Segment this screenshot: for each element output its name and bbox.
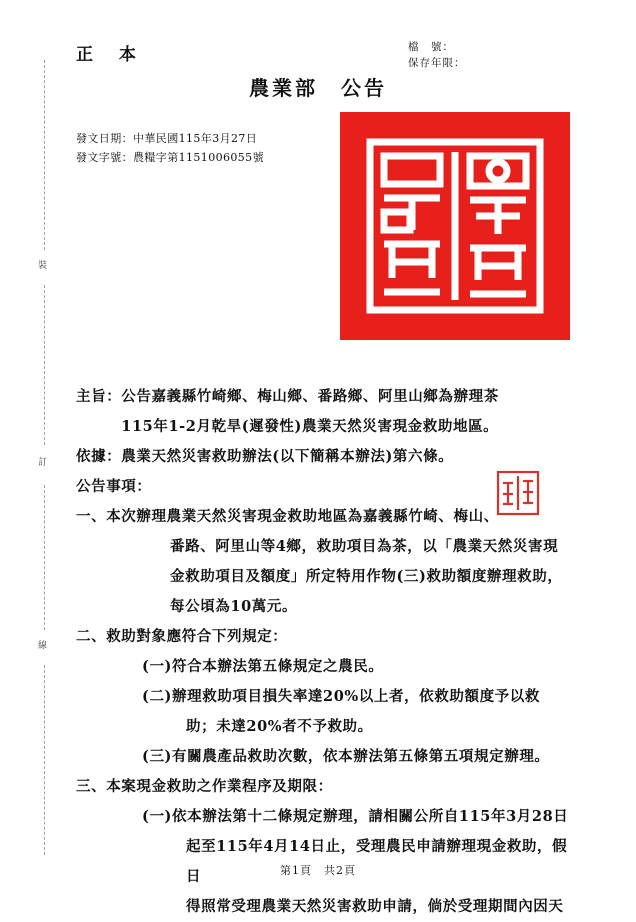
document-header <box>0 20 636 69</box>
document-body <box>76 382 576 922</box>
fold-mark-line <box>44 665 45 855</box>
archive-number-label: 檔 號： <box>408 41 454 53</box>
side-stamp-icon <box>496 470 540 516</box>
body-line: 每公頃為10萬元。 <box>170 598 298 615</box>
document-copy-type: 正 本 <box>76 45 146 65</box>
official-seal-icon <box>366 138 544 314</box>
body-line: (一)依本辦法第十二條規定辦理，請相關公所自115年3月28日 <box>142 808 569 825</box>
body-line: 助；未達20%者不予救助。 <box>186 718 373 735</box>
fold-mark-line <box>44 285 45 445</box>
body-line: 115年1-2月乾旱(遲發性)農業天然災害現金救助地區。 <box>76 418 499 435</box>
page-title: 農業部 公告 <box>249 76 387 100</box>
issue-meta <box>76 129 264 167</box>
body-line: 主旨：公告嘉義縣竹崎鄉、梅山鄉、番路鄉、阿里山鄉為辦理茶 <box>76 388 499 405</box>
fold-mark-label: 線 <box>38 641 49 651</box>
body-line: (一)符合本辦法第五條規定之農民。 <box>142 658 384 675</box>
body-line: 起至115年4月14日止，受理農民申請辦理現金救助，假日 <box>186 838 568 885</box>
issue-number: 發文字號：農糧字第1151006055號 <box>76 151 264 164</box>
body-line: 一、本次辦理農業天然災害現金救助地區為嘉義縣竹崎、梅山、 <box>76 508 499 525</box>
body-line: (三)有關農產品救助次數，依本辦法第五條第五項規定辦理。 <box>142 748 550 765</box>
body-line: 公告事項： <box>76 478 152 495</box>
retention-period-label: 保存年限： <box>408 57 466 69</box>
page-footer: 第1頁 共2頁 <box>280 864 356 877</box>
body-line: 依據：農業天然災害救助辦法(以下簡稱本辦法)第六條。 <box>76 448 454 465</box>
body-line: 番路、阿里山等4鄉，救助項目為茶，以「農業天然災害現 <box>170 538 559 555</box>
body-line: 三、本案現金救助之作業程序及期限： <box>76 778 333 795</box>
official-seal <box>340 112 570 340</box>
body-line: (二)辦理救助項目損失率達20%以上者，依救助額度予以救 <box>142 688 540 705</box>
body-line: 金救助項目及額度」所定特用作物(三)救助額度辦理救助， <box>170 568 563 585</box>
fold-mark-line <box>44 485 45 630</box>
body-line: 二、救助對象應符合下列規定： <box>76 628 288 645</box>
issue-date: 發文日期：中華民國115年3月27日 <box>76 132 258 145</box>
body-line: 得照常受理農業天然災害救助申請，倘於受理期間內因天 <box>186 898 564 915</box>
fold-mark-label: 訂 <box>38 458 49 468</box>
fold-mark-label: 裝 <box>38 261 49 271</box>
archive-meta <box>408 39 466 71</box>
